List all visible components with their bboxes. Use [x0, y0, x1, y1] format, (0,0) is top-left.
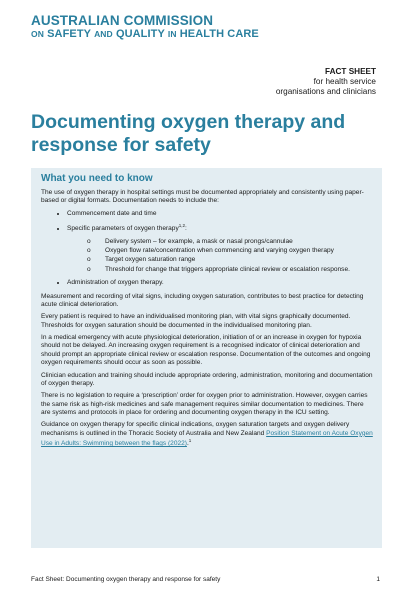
- fact-sheet-heading: FACT SHEET: [325, 67, 376, 76]
- fact-sheet-label: [276, 67, 376, 97]
- audience-line-2: organisations and clinicians: [275, 86, 376, 96]
- box-heading: What you need to know: [41, 173, 153, 184]
- paragraph-guidance: Guidance on oxygen therapy for specific clinical indications, oxygen saturation targets and oxygen delivery mechanisms is outlined in the Thoracic Society of Australia and New Zealand Position Statement on Acute Oxygen Use in Adults: Swimming between the flags (2022).$^1$: [41, 421, 373, 448]
- page-title: Documenting oxygen therapy and response for safety: [31, 111, 346, 156]
- parameters-sublist: [67, 238, 373, 275]
- sub-list-item: o Oxygen flow rate/concentration when commencing and varying oxygen therapy: [87, 247, 373, 255]
- paragraph-legislation: There is no legislation to require a ‘prescription’ order for oxygen prior to administration. However, oxygen carries the same risk as high-risk medicines and safe management requires similar documentation to medicines. There are systems and protocols in place for ordering and documenting oxygen therapy in the ICU setting.: [41, 392, 368, 417]
- paragraph-monitoring-plan: Every patient is required to have an individualised monitoring plan, with vital signs graphically documented. Thresholds for oxygen saturation should be documented in the individualised monitoring plan.: [41, 313, 351, 329]
- logo-line-2: ON SAFETY AND QUALITY IN HEALTH CARE: [31, 27, 259, 40]
- sub-list-item: o Threshold for change that triggers appropriate clinical review or escalation response.: [87, 266, 373, 274]
- page-number: 1: [376, 576, 380, 583]
- list-item: • Specific parameters of oxygen therapy$^{1,2}$: o Delivery system – for example, a mask or nasal prongs/cannulae o Oxygen flow rate/concentration when commencing and varying oxygen therapy o Target oxygen saturation range o Threshold for change that triggers appropriate clinical review or escalation response.: [67, 223, 373, 274]
- sub-list-item: o Target oxygen saturation range: [87, 256, 373, 264]
- footer-title: Fact Sheet: Documenting oxygen therapy and response for safety: [31, 576, 221, 583]
- intro-paragraph: The use of oxygen therapy in hospital settings must be documented appropriately and consistently using paper-based or digital formats. Documentation needs to include the:: [41, 189, 364, 205]
- page-footer: [31, 576, 380, 583]
- paragraph-emergency: In a medical emergency with acute physiological deterioration, initiation of or an increase in oxygen for hypoxia should not be delayed. An increasing oxygen requirement is a recognised indicator of clinical deterioration and should prompt an appropriate clinical review or escalation response. Documentation of the outcomes and ongoing oxygen requirements should occur as soon as possible.: [41, 334, 371, 367]
- logo-line-1: AUSTRALIAN COMMISSION: [31, 13, 214, 28]
- paragraph-vital-signs: Measurement and recording of vital signs, including oxygen saturation, contributes to best practice for detecting acute clinical deterioration.: [41, 292, 364, 308]
- documentation-list: [41, 210, 373, 288]
- audience-line-1: for health service: [313, 76, 376, 86]
- paragraph-education: Clinician education and training should include appropriate ordering, administration, monitoring and documentation of oxygen therapy.: [41, 371, 373, 387]
- key-points-box: [31, 168, 382, 548]
- list-item: • Commencement date and time: [67, 210, 373, 218]
- position-statement-link[interactable]: Position Statement on Acute Oxygen Use in Adults: Swimming between the flags (2022): [41, 429, 373, 448]
- list-item: • Administration of oxygen therapy.: [67, 279, 373, 287]
- commission-logo: [31, 14, 259, 40]
- sub-list-item: o Delivery system – for example, a mask or nasal prongs/cannulae: [87, 238, 373, 246]
